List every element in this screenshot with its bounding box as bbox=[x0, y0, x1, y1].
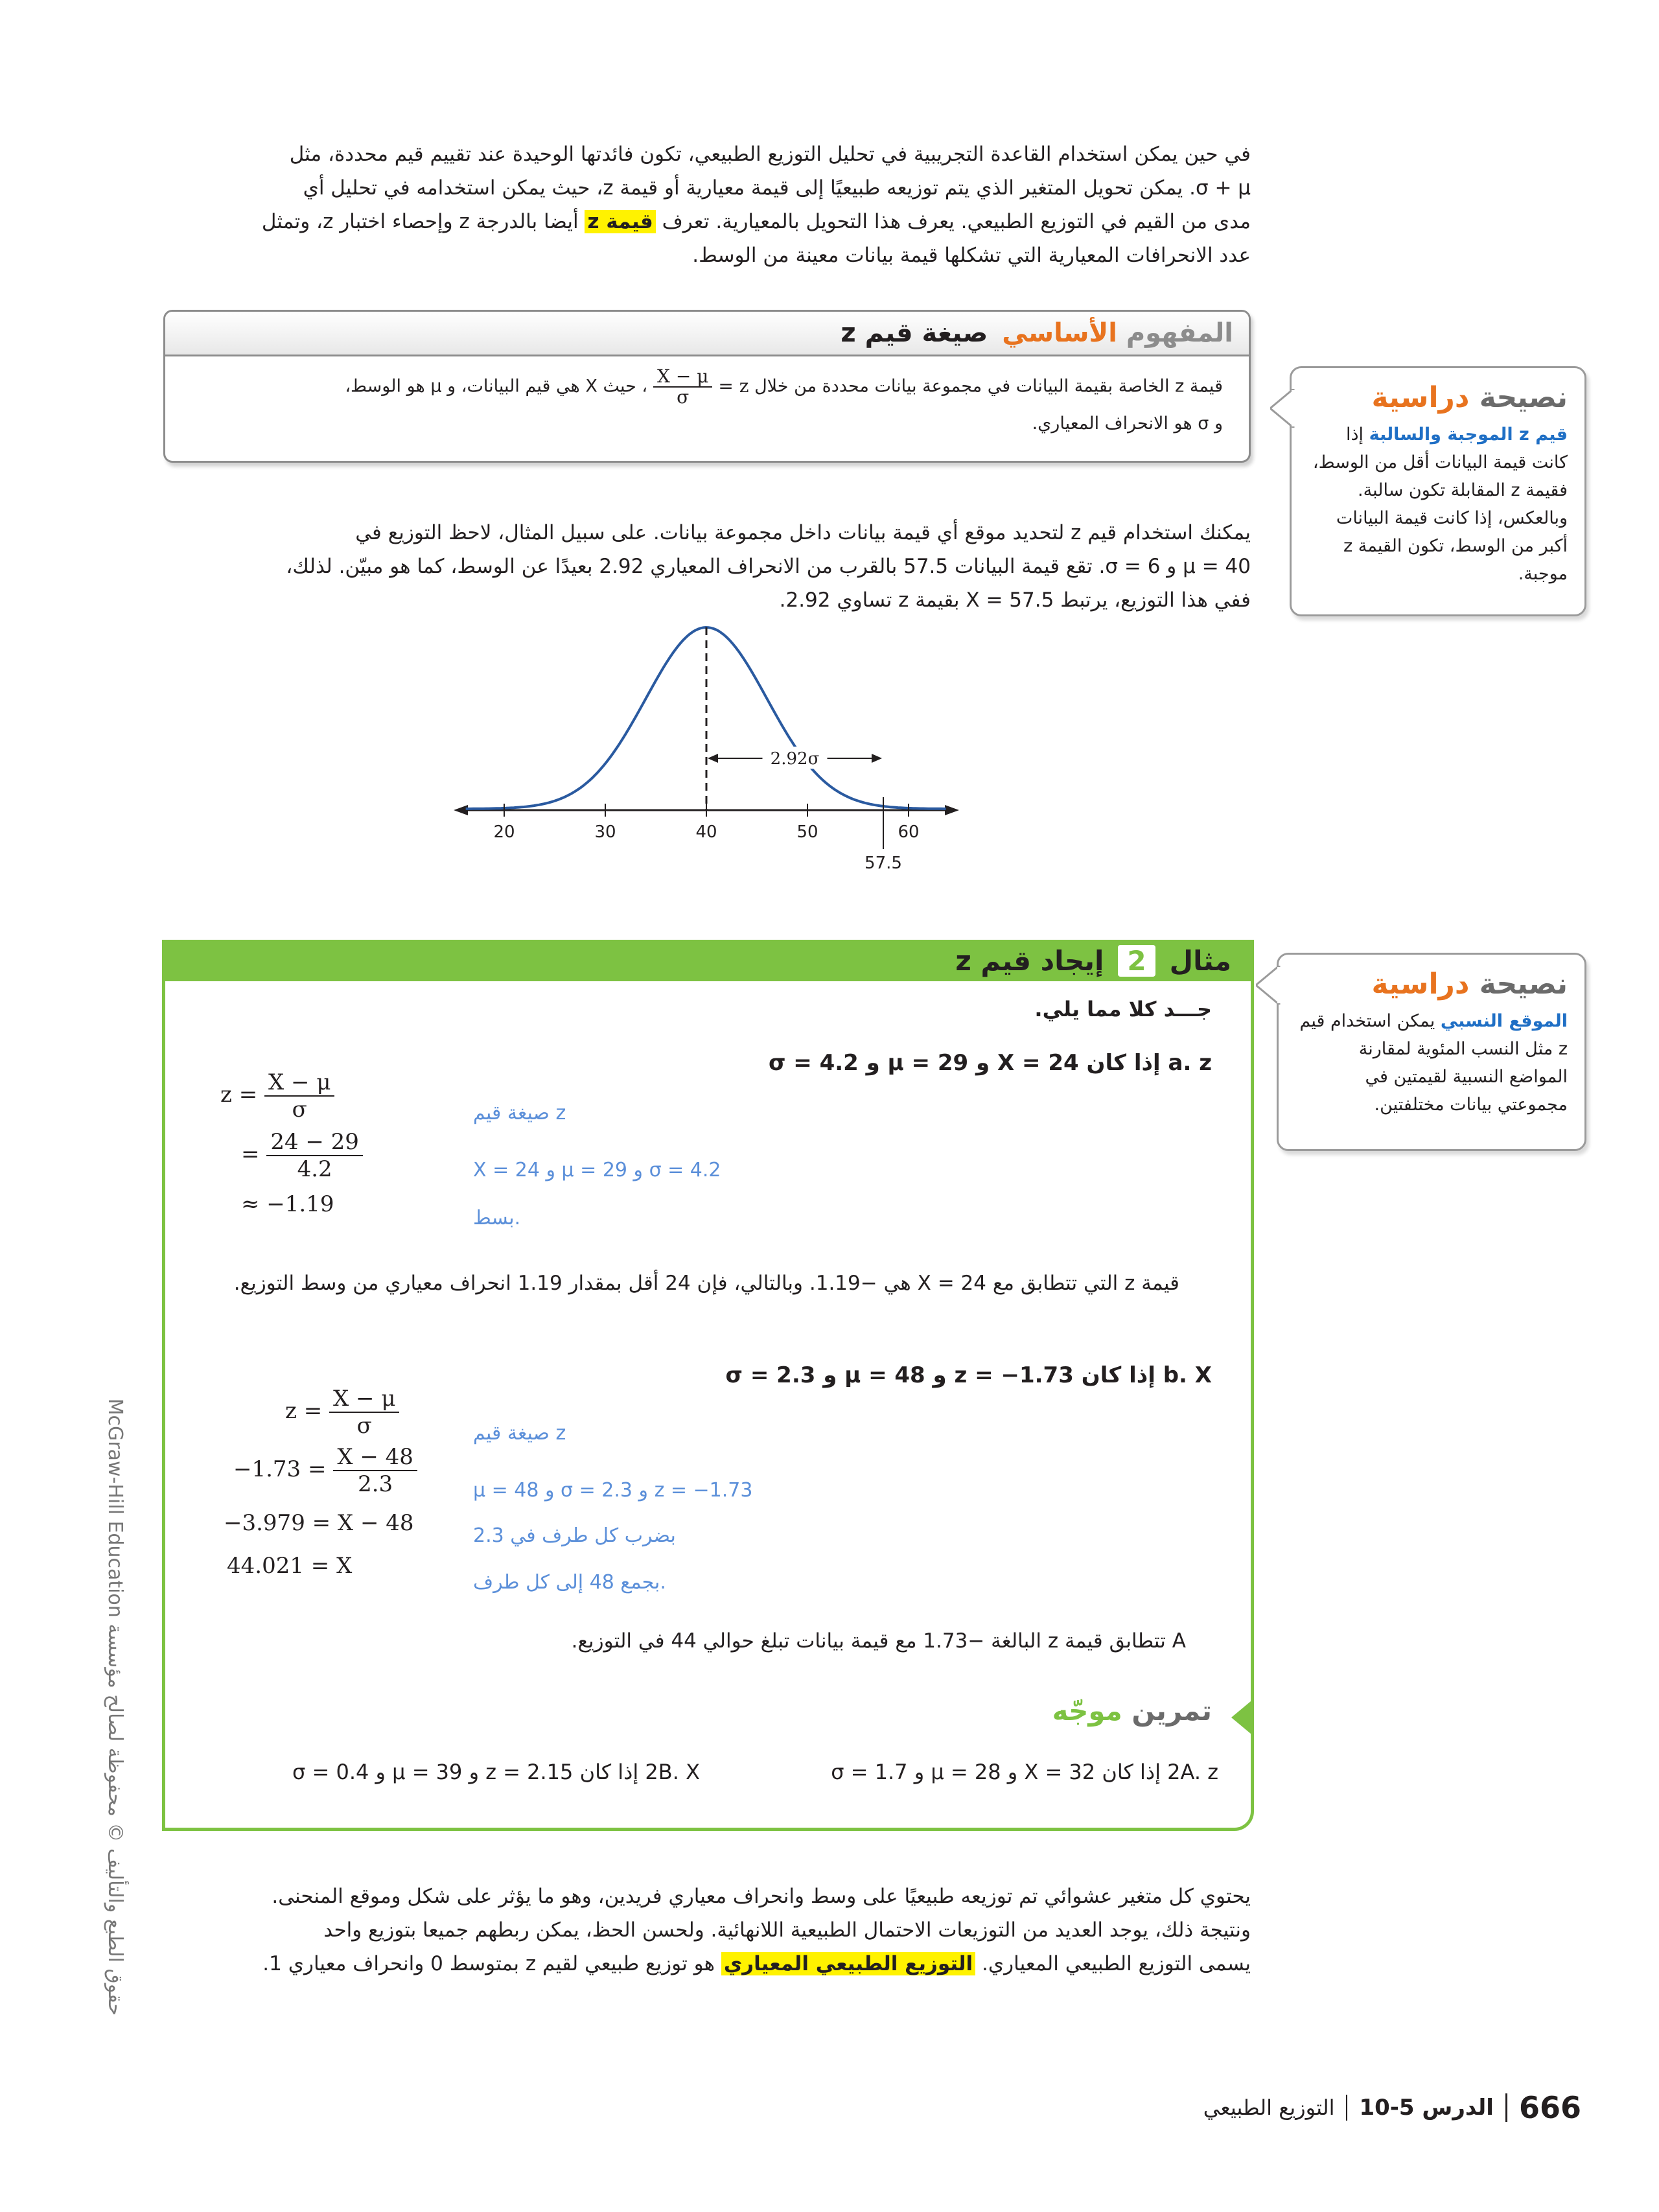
footer-divider bbox=[1346, 2095, 1347, 2121]
part-a-step-2-note: X = 24 و μ = 29 و σ = 4.2 bbox=[473, 1159, 721, 1182]
x-tick-label: 40 bbox=[695, 822, 717, 842]
z-formula: z = $\frac{X - \mu}{\sigma}$ bbox=[647, 375, 748, 397]
paragraph-2-line: ففي هذا التوزيع، يرتبط X = 57.5 بقيمة z تساوي 2.92. bbox=[779, 588, 1251, 612]
highlight-standard-normal: التوزيع الطبيعي المعياري bbox=[721, 1952, 975, 1975]
key-concept-line-1: قيمة z الخاصة بقيمة البيانات في مجموعة بيانات محددة من خلال z = $\frac{X - \mu}{\sigma}$ ، حيث X هي قيم البيانات، و μ هو الوسط، bbox=[345, 366, 1223, 408]
part-b-step-1-math: z = $\frac{X - \mu}{\sigma}$ bbox=[285, 1386, 399, 1439]
part-a-step-1-note: صيغة قيم z bbox=[473, 1102, 566, 1124]
example-title-text: إيجاد قيم z bbox=[955, 945, 1104, 977]
x-tick-label: 20 bbox=[493, 822, 515, 842]
part-b-step-3-note: بضرب كل طرف في 2.3 bbox=[473, 1524, 676, 1547]
footer-divider bbox=[1505, 2093, 1507, 2122]
part-a-step-1-math: z = $\frac{X - \mu}{\sigma}$ bbox=[220, 1069, 334, 1123]
x-tick-label: 60 bbox=[898, 822, 920, 842]
x-axis-arrow-right bbox=[945, 805, 959, 815]
study-tip-title: نصيحة دراسية bbox=[1371, 968, 1568, 1001]
intro-line: عدد الانحرافات المعيارية التي تشكلها قيمة بيانات معينة من الوسط. bbox=[692, 244, 1251, 267]
exercise-2b: 2B. X إذا كان z = 2.15 و μ = 39 و σ = 0.4 bbox=[292, 1760, 700, 1784]
part-b-step-3-math: −3.979 = X − 48 bbox=[224, 1510, 414, 1536]
highlight-z-value: قيمة z bbox=[585, 210, 655, 233]
paragraph-3 bbox=[162, 1880, 1251, 1981]
page-number: 666 bbox=[1518, 2090, 1581, 2125]
part-a-conclusion: قيمة z التي تتطابق مع X = 24 هي −1.19. وبالتالي، فإن 24 أقل بمقدار 1.19 انحراف معياري من وسط التوزيع. bbox=[233, 1272, 1179, 1295]
part-a-step-3-math: ≈ −1.19 bbox=[241, 1191, 334, 1217]
exercise-2a: 2A. z إذا كان X = 32 و μ = 28 و σ = 1.7 bbox=[831, 1760, 1218, 1784]
intro-paragraph bbox=[162, 137, 1251, 272]
part-b-step-2-math: −1.73 = $\frac{X - 48}{2.3}$ bbox=[233, 1444, 417, 1497]
footer bbox=[972, 2090, 1581, 2125]
example-label: مثال bbox=[1169, 945, 1231, 977]
footer-topic: التوزيع الطبيعي bbox=[1203, 2095, 1335, 2120]
part-b-step-4-math: 44.021 = X bbox=[227, 1553, 353, 1579]
footer-lesson: الدرس 5-10 bbox=[1359, 2095, 1494, 2121]
side-copyright: حقوق الطبع والتأليف © محفوظة لصالح مؤسسة McGraw-Hill Education bbox=[104, 1398, 126, 2016]
x-tick-label: 30 bbox=[594, 822, 616, 842]
normal-curve-chart bbox=[454, 616, 972, 888]
intro-line: في حين يمكن استخدام القاعدة التجريبية في تحليل التوزيع الطبيعي، تكون فائدتها الوحيدة عند تقييم قيم محددة، مثل bbox=[289, 143, 1251, 166]
key-concept-title: صيغة قيم z bbox=[841, 318, 988, 348]
callout-pointer bbox=[1270, 389, 1296, 428]
paragraph-3-line: ونتيجة ذلك، يوجد العديد من التوزيعات الاحتمال الطبيعية اللانهائية. ولحسن الحظ، يمكن ربطهم جميعا بتوزيع واحد bbox=[323, 1918, 1251, 1942]
key-concept-label: المفهوم الأساسي bbox=[1002, 318, 1233, 348]
x-tick-label: 50 bbox=[796, 822, 818, 842]
study-tip-2 bbox=[1277, 953, 1586, 1151]
intro-line: مدى من القيم في التوزيع الطبيعي. يعرف هذا التحويل بالمعيارية. تعرف قيمة z أيضا بالدرجة z وإحصاء اختبار z، وتمثل bbox=[261, 210, 1251, 233]
part-b-prompt: b. X إذا كان z = −1.73 و μ = 48 و σ = 2.3 bbox=[725, 1362, 1212, 1388]
paragraph-2-line: μ = 40 و σ = 6. تقع قيمة البيانات 57.5 بالقرب من الانحراف المعياري 2.92 بعيدًا عن الوسط، كما هو مبيّن. لذلك، bbox=[286, 555, 1251, 578]
intro-line: σ + μ. يمكن تحويل المتغير الذي يتم توزيعه طبيعيًا إلى قيمة معيارية أو قيمة z، حيث يمكن استخدامه في تحليل أي bbox=[303, 176, 1251, 200]
distance-arrow-head-left bbox=[708, 754, 718, 763]
distance-arrow-head-right bbox=[872, 754, 882, 763]
part-a-step-3-note: بسط. bbox=[473, 1207, 521, 1229]
guided-practice-tab bbox=[1231, 1701, 1257, 1734]
example-instruction: جـــد كلا مما يلي. bbox=[1034, 997, 1212, 1021]
key-concept-line-2: و σ هو الانحراف المعياري. bbox=[1032, 413, 1223, 434]
key-concept-header bbox=[165, 312, 1249, 356]
study-tip-body: قيم z الموجبة والسالبة إذا كانت قيمة البيانات أقل من الوسط، فقيمة z المقابلة تكون سالبة. وبالعكس، إذا كانت قيمة البيانات أكبر من الوسط، تكون القيمة z موجبة. bbox=[1312, 425, 1568, 584]
key-concept-box bbox=[163, 310, 1251, 463]
paragraph-3-line: يحتوي كل متغير عشوائي تم توزيعه طبيعيًا على وسط وانحراف معياري فريدين، وهو ما يؤثر على شكل وموقع المنحنى. bbox=[272, 1885, 1251, 1908]
study-tip-1 bbox=[1290, 366, 1586, 616]
paragraph-2 bbox=[162, 516, 1251, 617]
part-a-step-2-math: = $\frac{24 - 29}{4.2}$ bbox=[241, 1129, 363, 1182]
key-concept-body bbox=[165, 356, 1249, 441]
part-b-step-1-note: صيغة قيم z bbox=[473, 1422, 566, 1445]
marked-value-label: 57.5 bbox=[864, 854, 902, 873]
callout-pointer bbox=[1256, 966, 1282, 1005]
paragraph-2-line: يمكنك استخدام قيم z لتحديد موقع أي قيمة بيانات داخل مجموعة بيانات. على سبيل المثال، لاحظ التوزيع في bbox=[355, 521, 1251, 544]
part-a-prompt: a. z إذا كان X = 24 و μ = 29 و σ = 4.2 bbox=[768, 1050, 1212, 1076]
part-b-step-2-note: μ = 48 و σ = 2.3 و z = −1.73 bbox=[473, 1479, 753, 1502]
guided-practice-heading: تمرين موجّه bbox=[1052, 1695, 1212, 1727]
example-number: 2 bbox=[1118, 945, 1155, 977]
study-tip-title: نصيحة دراسية bbox=[1371, 381, 1568, 414]
part-b-conclusion: A تتطابق قيمة z البالغة −1.73 مع قيمة بيانات تبلغ حوالي 44 في التوزيع. bbox=[571, 1629, 1186, 1653]
study-tip-body: الموقع النسبي يمكن استخدام قيم z مثل النسب المئوية لمقارنة المواضع النسبية لقيمتين في مجموعتي بيانات مختلفتين. bbox=[1299, 1011, 1568, 1115]
x-axis-arrow-left bbox=[454, 805, 468, 815]
part-b-step-4-note: بجمع 48 إلى كل طرف. bbox=[473, 1571, 666, 1594]
distance-label: 2.92σ bbox=[770, 749, 820, 769]
paragraph-3-line: يسمى التوزيع الطبيعي المعياري. التوزيع الطبيعي المعياري هو توزيع طبيعي لقيم z بمتوسط 0 وانحراف معياري 1. bbox=[262, 1952, 1251, 1975]
